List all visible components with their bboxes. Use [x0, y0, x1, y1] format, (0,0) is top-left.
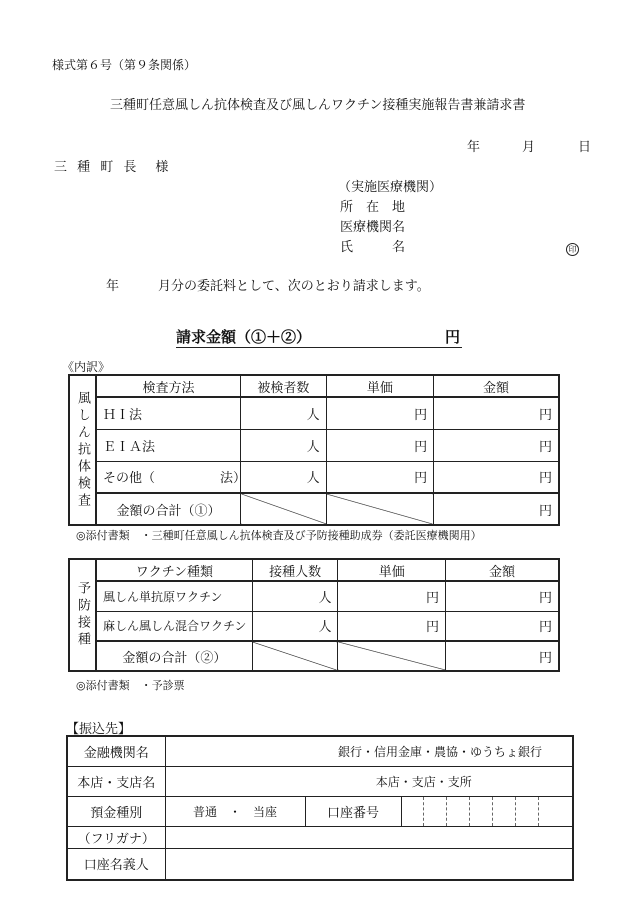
antibody-amount[interactable]: 円 [434, 461, 559, 493]
vaccine-amount[interactable]: 円 [445, 611, 559, 641]
account-digit[interactable] [401, 796, 424, 826]
bank-holder-field[interactable] [165, 848, 573, 880]
antibody-method[interactable]: その他（ 法） [96, 461, 241, 493]
bank-furigana-label: （フリガナ） [67, 826, 165, 848]
antibody-amount[interactable]: 円 [434, 397, 559, 429]
antibody-price[interactable]: 円 [326, 461, 433, 493]
table-row [69, 397, 559, 429]
antibody-table [68, 374, 560, 526]
vaccine-header-count: 接種人数 [252, 559, 338, 581]
antibody-header-count: 被検者数 [241, 375, 327, 397]
antibody-method: ＥＩＡ法 [96, 429, 241, 461]
institution-name-label: 医療機関名 [340, 220, 406, 235]
vaccine-header-price: 単価 [338, 559, 446, 581]
bank-branch-label: 本店・支店名 [67, 766, 165, 796]
account-digit[interactable] [447, 796, 470, 826]
institution-heading: （実施医療機関） [338, 180, 443, 195]
bank-account-no-label: 口座番号 [305, 796, 401, 826]
vaccine-type: 風しん単抗原ワクチン [96, 581, 252, 611]
form-number: 様式第６号（第９条関係） [52, 58, 197, 72]
total-claim [176, 326, 462, 348]
antibody-price[interactable]: 円 [326, 397, 433, 429]
antibody-side-label: 風しん抗体検査 [69, 375, 96, 525]
account-digit[interactable] [516, 796, 539, 826]
antibody-subtotal-label: 金額の合計（①） [96, 493, 241, 525]
vaccine-header-type: ワクチン種類 [96, 559, 252, 581]
vaccine-header-amount: 金額 [445, 559, 559, 581]
vaccine-table [68, 558, 560, 672]
bank-deposit-label: 預金種別 [67, 796, 165, 826]
statement-year: 年 [106, 279, 120, 294]
antibody-count[interactable]: 人 [241, 429, 327, 461]
antibody-header-price: 単価 [326, 375, 433, 397]
bank-table [66, 735, 574, 881]
account-digit[interactable] [470, 796, 493, 826]
account-digit[interactable] [539, 796, 573, 826]
vaccine-side-label: 予防接種 [69, 559, 96, 671]
antibody-amount[interactable]: 円 [434, 429, 559, 461]
bank-deposit-field[interactable]: 普通 ・ 当座 [165, 796, 305, 826]
bank-holder-label: 口座名義人 [67, 848, 165, 880]
vaccine-amount[interactable]: 円 [445, 581, 559, 611]
bank-institution-label: 金融機関名 [67, 736, 165, 766]
breakdown-label: 《内訳》 [62, 360, 111, 374]
antibody-count[interactable]: 人 [241, 397, 327, 429]
antibody-header-method: 検査方法 [96, 375, 241, 397]
statement-text: 月分の委託料として、次のとおり請求します。 [158, 279, 430, 294]
vaccine-price[interactable]: 円 [338, 581, 446, 611]
antibody-header-amount: 金額 [434, 375, 559, 397]
seal-mark: 印 [566, 243, 579, 256]
diagonal-cell [338, 641, 446, 671]
document-title: 三種町任意風しん抗体検査及び風しんワクチン接種実施報告書兼請求書 [110, 98, 526, 113]
date-year[interactable]: 年 [467, 140, 481, 155]
diagonal-cell [241, 493, 327, 525]
bank-furigana-field[interactable] [165, 826, 573, 848]
vaccine-subtotal-label: 金額の合計（②） [96, 641, 252, 671]
antibody-price[interactable]: 円 [326, 429, 433, 461]
vaccine-count[interactable]: 人 [252, 611, 338, 641]
vaccine-count[interactable]: 人 [252, 581, 338, 611]
antibody-method: ＨＩ法 [96, 397, 241, 429]
account-digit[interactable] [424, 796, 447, 826]
addressee: 三 種 町 長 様 [54, 160, 172, 175]
table-row [69, 429, 559, 461]
bank-branch-field[interactable]: 本店・支店・支所 [165, 766, 573, 796]
table-row [69, 581, 559, 611]
vaccine-type: 麻しん風しん混合ワクチン [96, 611, 252, 641]
institution-location-label: 所 在 地 [340, 200, 406, 215]
institution-person-label: 氏 名 [340, 240, 406, 255]
bank-institution-field[interactable]: 銀行・信用金庫・農協・ゆうちょ銀行 [165, 736, 573, 766]
total-claim-unit: 円 [444, 328, 460, 346]
diagonal-cell [326, 493, 433, 525]
vaccine-subtotal[interactable]: 円 [445, 641, 559, 671]
antibody-subtotal[interactable]: 円 [434, 493, 559, 525]
table-row [69, 611, 559, 641]
date-day[interactable]: 日 [578, 140, 592, 155]
antibody-attachment-note: ◎添付書類 ・三種町任意風しん抗体検査及び予防接種助成券（委託医療機関用） [76, 529, 482, 542]
vaccine-price[interactable]: 円 [338, 611, 446, 641]
bank-heading: 【振込先】 [66, 722, 132, 737]
date-month[interactable]: 月 [522, 140, 536, 155]
diagonal-cell [252, 641, 338, 671]
table-row [69, 461, 559, 493]
account-digit[interactable] [493, 796, 516, 826]
vaccine-attachment-note: ◎添付書類 ・予診票 [76, 679, 185, 692]
total-claim-label: 請求金額（①＋②） [176, 328, 312, 346]
antibody-count[interactable]: 人 [241, 461, 327, 493]
